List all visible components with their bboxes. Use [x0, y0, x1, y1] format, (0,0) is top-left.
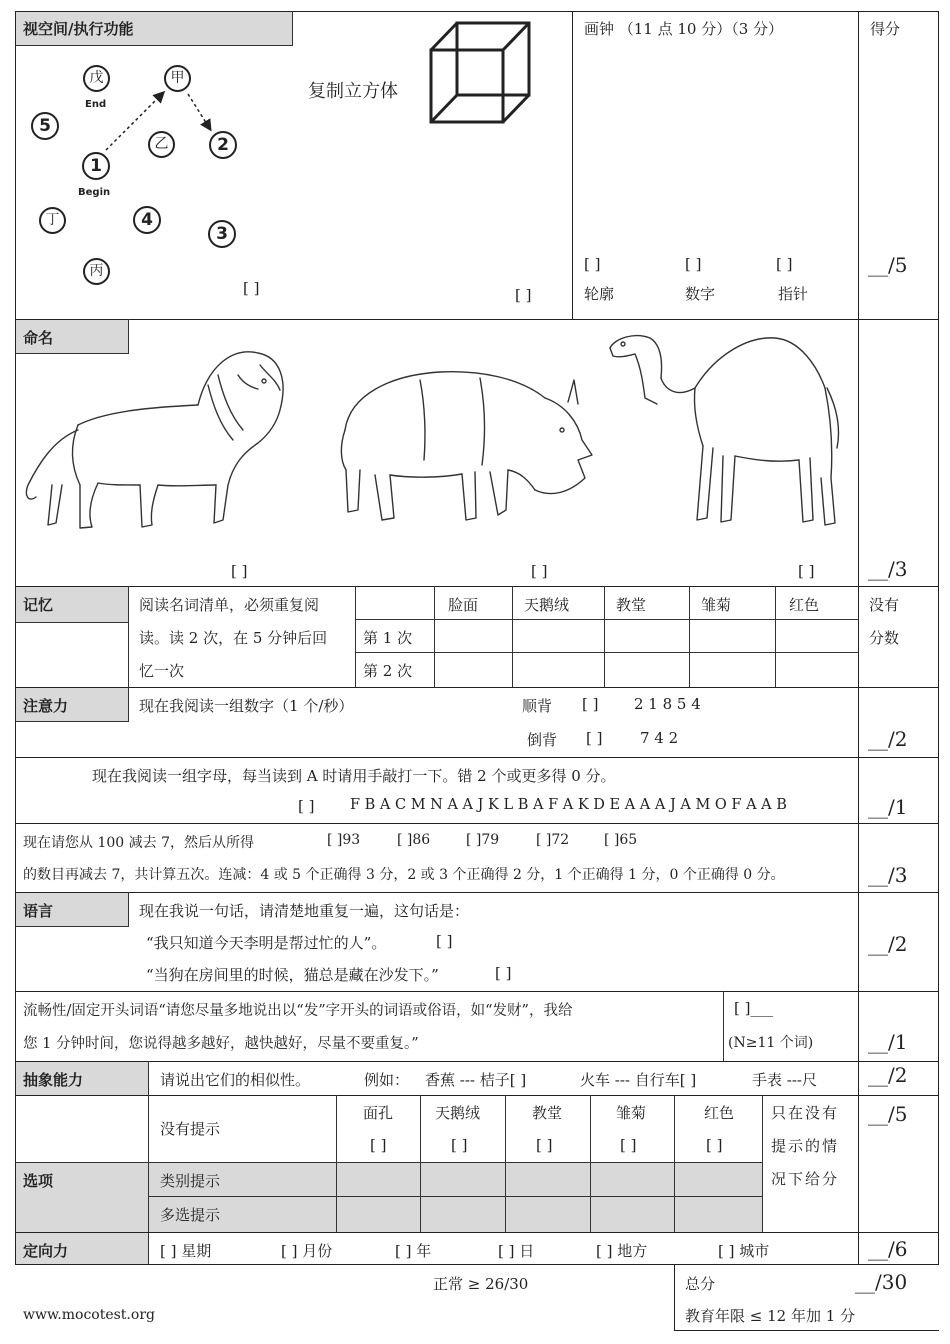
- multi-choice-label: 多选提示: [160, 1206, 221, 1224]
- abstraction-pair-fruit[interactable]: 香蕉 --- 桔子[ ]: [425, 1071, 527, 1089]
- serial-79[interactable]: [ ]79: [466, 832, 500, 848]
- recall-score: __/5: [868, 1102, 908, 1126]
- fluency-score-value: /1: [888, 1030, 908, 1054]
- backward-box[interactable]: [ ]: [586, 729, 603, 747]
- fluency-line1: 流畅性/固定开头词语“请您尽量多地说出以“发”字开头的词语或俗语，如“发财”，我给: [23, 1003, 573, 1019]
- letters-sequence: F B A C M N A A J K L B A F A K D E A A A J A M O F A A B: [350, 797, 787, 813]
- score-header: 得分: [870, 20, 901, 38]
- recall-note-line1: 只在没有: [771, 1104, 840, 1122]
- recall-note-line2: 提示的情: [771, 1137, 840, 1155]
- fluency-criteria: (N≥11 个词): [728, 1035, 814, 1051]
- total-score: __/30: [855, 1270, 908, 1294]
- abstraction-pair-measure: 手表 ---尺: [752, 1071, 817, 1089]
- forward-box[interactable]: [ ]: [582, 695, 599, 713]
- trail-node-yi: 乙: [148, 131, 175, 158]
- memory-title: 记忆: [23, 596, 54, 614]
- memory-score-line2: 分数: [869, 629, 900, 647]
- digits-score: __/2: [868, 727, 908, 751]
- letters-box[interactable]: [ ]: [298, 797, 315, 815]
- language-title: 语言: [23, 902, 54, 920]
- no-cue-label: 没有提示: [160, 1120, 221, 1138]
- trail-node-wu: 戊: [83, 65, 110, 92]
- normal-threshold: 正常 ≥ 26/30: [433, 1275, 529, 1293]
- memory-trial-2: 第 2 次: [363, 662, 413, 680]
- digits-instruction: 现在我阅读一组数字（1 个/秒）: [139, 697, 354, 715]
- naming-rhino-box[interactable]: [ ]: [531, 562, 548, 580]
- recall-box-velvet[interactable]: [ ]: [451, 1136, 468, 1154]
- serial-score-value: /3: [888, 863, 908, 887]
- trail-node-4: 4: [133, 206, 161, 234]
- orientation-day[interactable]: [ ] 日: [498, 1242, 535, 1260]
- trail-node-jia: 甲: [164, 65, 191, 92]
- sentence-2-box[interactable]: [ ]: [495, 964, 512, 982]
- recall-score-value: /5: [888, 1102, 908, 1126]
- abstraction-instruction: 请说出它们的相似性。: [160, 1071, 311, 1089]
- recall-box-face[interactable]: [ ]: [370, 1136, 387, 1154]
- language-instruction: 现在我说一句话，请清楚地重复一遍，这句话是：: [139, 902, 470, 920]
- lion-drawing: [18, 335, 318, 540]
- letters-instruction: 现在我阅读一组字母，每当读到 A 时请用手敲打一下。错 2 个或更多得 0 分。: [92, 767, 616, 785]
- options-label: 选项: [23, 1172, 54, 1190]
- clock-contour-label: 轮廓: [584, 285, 615, 303]
- category-cue-label: 类别提示: [160, 1172, 221, 1190]
- naming-camel-box[interactable]: [ ]: [798, 562, 815, 580]
- memory-word-church: 教堂: [616, 596, 647, 614]
- trail-node-1: 1: [82, 152, 110, 180]
- recall-word-velvet: 天鹅绒: [435, 1104, 481, 1122]
- abstraction-score-value: /2: [888, 1063, 908, 1087]
- serial-score: __/3: [868, 863, 908, 887]
- naming-title: 命名: [23, 329, 54, 347]
- backward-label: 倒背: [527, 731, 558, 749]
- sentence-1: “我只知道今天李明是帮过忙的人”。: [146, 934, 387, 952]
- language-score: __/2: [868, 932, 908, 956]
- trail-node-2: 2: [209, 131, 237, 159]
- serial-65[interactable]: [ ]65: [604, 832, 638, 848]
- trail-node-ding: 丁: [39, 207, 66, 234]
- orientation-city[interactable]: [ ] 城市: [718, 1242, 770, 1260]
- recall-word-red: 红色: [704, 1104, 735, 1122]
- memory-word-velvet: 天鹅绒: [524, 596, 570, 614]
- sentence-2: “当狗在房间里的时候，猫总是藏在沙发下。”: [146, 966, 439, 984]
- memory-instruction-line1: 阅读名词清单，必须重复阅: [139, 596, 320, 614]
- visuospatial-score-value: /5: [888, 253, 908, 277]
- education-note: 教育年限 ≤ 12 年加 1 分: [685, 1307, 856, 1325]
- camel-drawing: [605, 328, 850, 543]
- naming-lion-box[interactable]: [ ]: [231, 562, 248, 580]
- naming-score: __/3: [868, 557, 908, 581]
- orientation-title: 定向力: [23, 1242, 69, 1260]
- letters-score: __/1: [868, 795, 908, 819]
- memory-instruction-line2: 读。读 2 次，在 5 分钟后回: [139, 629, 328, 647]
- total-score-value: /30: [875, 1270, 908, 1294]
- clock-numbers-box[interactable]: [ ]: [685, 255, 702, 273]
- orientation-weekday[interactable]: [ ] 星期: [160, 1242, 212, 1260]
- fluency-score: __/1: [868, 1030, 908, 1054]
- trail-begin-label: Begin: [78, 187, 111, 198]
- cube-score-box[interactable]: [ ]: [515, 286, 532, 304]
- sentence-1-box[interactable]: [ ]: [436, 932, 453, 950]
- recall-word-face: 面孔: [363, 1104, 394, 1122]
- trail-node-bing: 丙: [83, 258, 110, 285]
- recall-box-daisy[interactable]: [ ]: [620, 1136, 637, 1154]
- recall-box-red[interactable]: [ ]: [706, 1136, 723, 1154]
- naming-score-value: /3: [888, 557, 908, 581]
- trail-node-5: 5: [31, 112, 59, 140]
- recall-word-church: 教堂: [532, 1104, 563, 1122]
- serial-93[interactable]: [ ]93: [327, 832, 361, 848]
- recall-box-church[interactable]: [ ]: [536, 1136, 553, 1154]
- abstraction-pair-vehicle[interactable]: 火车 --- 自行车[ ]: [580, 1071, 697, 1089]
- orientation-place[interactable]: [ ] 地方: [596, 1242, 648, 1260]
- cube-figure: [425, 18, 535, 130]
- abstraction-score: __/2: [868, 1063, 908, 1087]
- trail-score-box[interactable]: [ ]: [243, 279, 260, 297]
- digits-score-value: /2: [888, 727, 908, 751]
- serial-sevens-line2: 的数目再减去 7，共计算五次。连减：4 或 5 个正确得 3 分，2 或 3 个正确得 2 分，1 个正确得 1 分，0 个正确得 0 分。: [23, 867, 785, 883]
- forward-label: 顺背: [522, 697, 553, 715]
- trail-arrows: [0, 0, 300, 320]
- clock-title: 画钟 （11 点 10 分）（3 分）: [584, 20, 784, 38]
- attention-title: 注意力: [23, 697, 69, 715]
- recall-note-line3: 况下给分: [771, 1170, 840, 1188]
- clock-numbers-label: 数字: [685, 285, 716, 303]
- website[interactable]: www.mocotest.org: [23, 1307, 155, 1323]
- memory-score-line1: 没有: [869, 596, 900, 614]
- trail-end-label: End: [85, 99, 107, 110]
- visuospatial-title: 视空间/执行功能: [23, 20, 134, 38]
- orientation-score-value: /6: [888, 1237, 908, 1261]
- rhino-drawing: [330, 360, 600, 540]
- clock-contour-box[interactable]: [ ]: [584, 255, 601, 273]
- language-score-value: /2: [888, 932, 908, 956]
- abstraction-title: 抽象能力: [23, 1071, 84, 1089]
- letters-score-value: /1: [888, 795, 908, 819]
- clock-hands-label: 指针: [778, 285, 809, 303]
- cube-label: 复制立方体: [308, 81, 398, 102]
- forward-digits: 2 1 8 5 4: [634, 695, 701, 713]
- total-label: 总分: [685, 1275, 716, 1293]
- memory-word-face: 脸面: [448, 596, 479, 614]
- fluency-box[interactable]: [ ]___: [734, 999, 773, 1017]
- serial-86[interactable]: [ ]86: [397, 832, 431, 848]
- memory-word-daisy: 雏菊: [701, 596, 732, 614]
- serial-72[interactable]: [ ]72: [536, 832, 570, 848]
- recall-word-daisy: 雏菊: [616, 1104, 647, 1122]
- memory-instruction-line3: 忆一次: [139, 662, 185, 680]
- orientation-year[interactable]: [ ] 年: [395, 1242, 432, 1260]
- abstraction-example-label: 例如：: [364, 1071, 410, 1089]
- orientation-score: __/6: [868, 1237, 908, 1261]
- backward-digits: 7 4 2: [640, 729, 679, 747]
- fluency-line2: 您 1 分钟时间，您说得越多越好，越快越好，尽量不要重复。”: [23, 1036, 419, 1052]
- memory-word-red: 红色: [789, 596, 820, 614]
- trail-node-3: 3: [208, 220, 236, 248]
- visuospatial-score: __/5: [868, 253, 908, 277]
- clock-hands-box[interactable]: [ ]: [776, 255, 793, 273]
- orientation-month[interactable]: [ ] 月份: [281, 1242, 333, 1260]
- memory-trial-1: 第 1 次: [363, 629, 413, 647]
- serial-sevens-line1: 现在请您从 100 减去 7，然后从所得: [23, 835, 254, 851]
